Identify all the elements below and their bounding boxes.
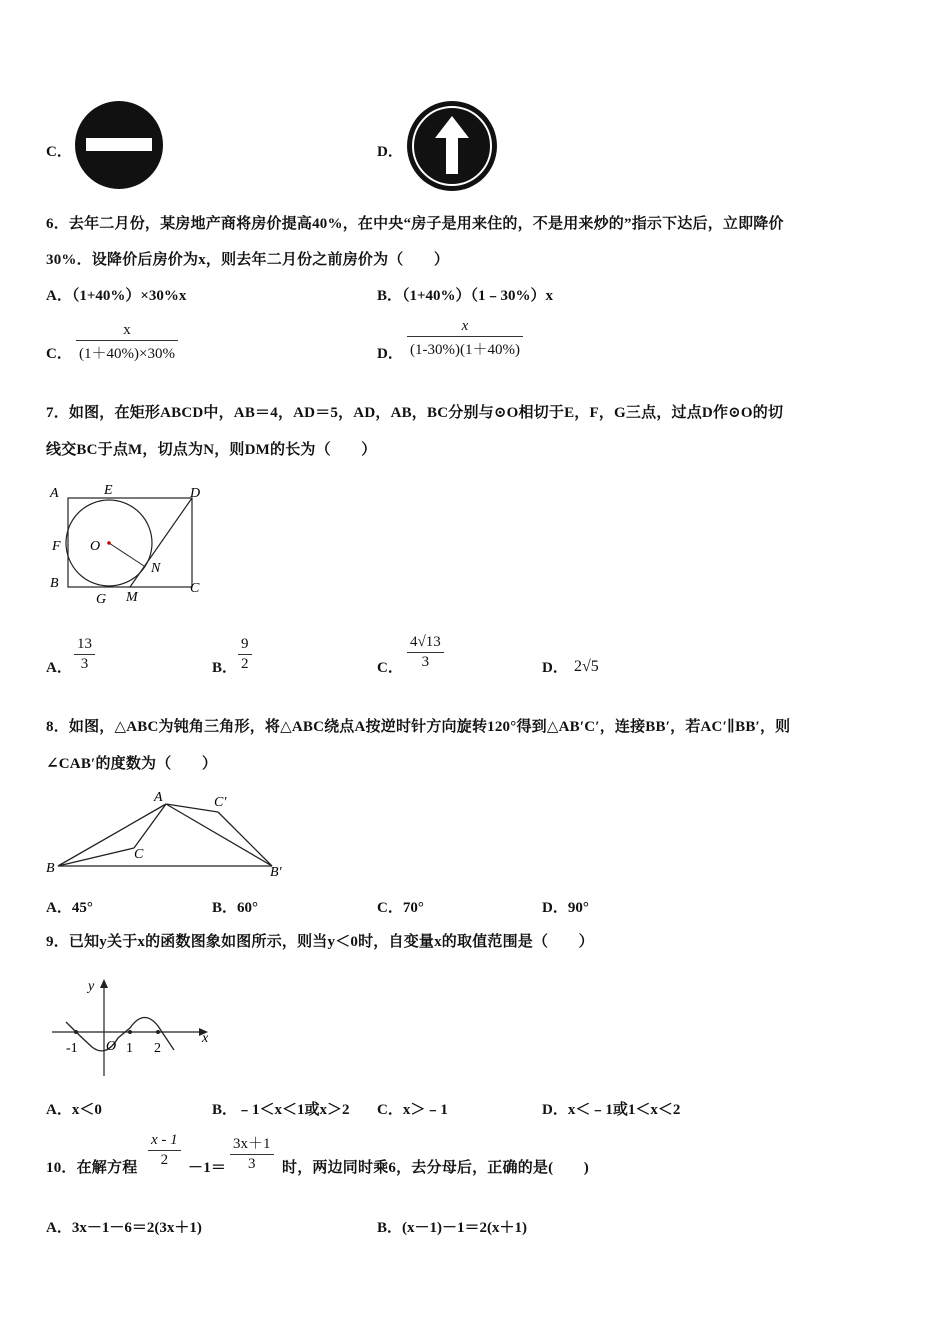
q9-option-a: A．x＜0 — [46, 1102, 102, 1118]
q10-fraction-right-denominator: 3 — [248, 1156, 256, 1172]
q8-triangle-rotation-figure — [44, 786, 294, 882]
q7-option-d-value: 2√5 — [574, 658, 599, 675]
q9-option-d: D．x＜﹣1或1＜x＜2 — [542, 1102, 681, 1118]
label-d: D — [190, 486, 201, 501]
q7-option-a-denominator: 3 — [80, 656, 89, 672]
label-n: N — [151, 561, 161, 576]
q8-stem-line1: 8．如图，△ABC为钝角三角形，将△ABC绕点A按逆时针方向旋转120°得到△AB′C′，连接BB′，若AC′∥BB′，则 — [46, 719, 791, 735]
label-m: M — [126, 590, 138, 605]
label-c-prime: C′ — [214, 795, 227, 810]
label-origin: O — [106, 1039, 117, 1054]
q8-stem-line2: ∠CAB′的度数为（ ） — [46, 756, 218, 772]
q10-fraction-left — [148, 1132, 181, 1169]
q10-fraction-left-numerator: x - 1 — [151, 1132, 178, 1148]
q9-stem-line1: 9．已知y关于x的函数图象如图所示，则当y＜0时，自变量x的取值范围是（ ） — [46, 934, 594, 950]
q6-option-b: B．（1+40%）（1﹣30%）x — [377, 288, 554, 304]
q9-function-graph-figure — [48, 972, 218, 1080]
q7-stem-line1: 7．如图，在矩形ABCD中，AB＝4，AD＝5，AD，AB，BC分别与⊙O相切于E，F，G三点，过点D作⊙O的切 — [46, 405, 784, 421]
q7-rectangle-circle-figure — [44, 480, 214, 610]
q7-option-b-label: B． — [212, 660, 238, 676]
tangent-line-dm — [130, 498, 192, 587]
q10-fraction-right — [230, 1132, 274, 1173]
q7-option-c-numerator: 4√13 — [410, 634, 441, 650]
label-g: G — [96, 592, 107, 607]
label-a: A — [154, 790, 163, 805]
q6-option-c-label: C． — [46, 346, 72, 362]
radius-on — [109, 543, 144, 566]
q9-option-b: B．﹣1＜x＜1或x＞2 — [212, 1102, 350, 1118]
q10-option-b: B．(x－1)－1＝2(x＋1) — [377, 1220, 527, 1236]
q7-option-a-numerator: 13 — [77, 636, 92, 652]
q6-option-d-numerator: x — [461, 318, 469, 334]
q8-option-c: C．70° — [377, 900, 424, 916]
label-x: x — [202, 1031, 209, 1046]
label-b: B — [46, 861, 55, 876]
q10-stem-suffix: 时，两边同时乘6，去分母后，正确的是( ) — [282, 1160, 589, 1176]
q9-option-c: C．x＞﹣1 — [377, 1102, 448, 1118]
q7-option-d-label: D． — [542, 660, 568, 676]
label-f: F — [52, 539, 61, 554]
no-entry-sign-icon — [72, 100, 168, 190]
q8-option-d: D．90° — [542, 900, 589, 916]
q10-stem-prefix: 10．在解方程 — [46, 1160, 138, 1176]
q6-option-a: A．（1+40%）×30%x — [46, 288, 187, 304]
q10-option-a: A．3x－1－6＝2(3x＋1) — [46, 1220, 202, 1236]
label-b: B — [50, 576, 59, 591]
label-one: 1 — [126, 1041, 133, 1056]
label-c: C — [190, 581, 200, 596]
rect-abcd — [68, 498, 192, 587]
q6-option-c-numerator: x — [123, 322, 131, 338]
q6-option-c-denominator: (1＋40%)×30% — [79, 346, 175, 362]
label-e: E — [104, 483, 113, 498]
q7-option-c-fraction — [407, 634, 444, 671]
q6-option-d-label: D． — [377, 346, 403, 362]
q7-option-c-label: C． — [377, 660, 403, 676]
label-o: O — [90, 539, 101, 554]
label-two: 2 — [154, 1041, 161, 1056]
q6-option-c-fraction — [76, 322, 178, 363]
label-c: C — [134, 847, 144, 862]
straight-ahead-sign-icon — [405, 100, 499, 192]
q6-option-d-denominator: (1-30%)(1＋40%) — [410, 342, 520, 358]
q7-option-b-denominator: 2 — [241, 656, 249, 672]
q10-fraction-left-denominator: 2 — [160, 1152, 169, 1168]
q5-option-d-label: D． — [377, 144, 403, 160]
q6-stem-line2: 30%．设降价后房价为x，则去年二月份之前房价为（ ） — [46, 252, 450, 268]
q8-option-b: B．60° — [212, 900, 259, 916]
label-a: A — [50, 486, 59, 501]
q10-fraction-right-numerator: 3x＋1 — [233, 1136, 271, 1152]
q6-stem-line1: 6．去年二月份，某房地产商将房价提高40%，在中央“房子是用来住的，不是用来炒的”指示下达后，立即降价 — [46, 216, 784, 232]
q6-option-d-fraction — [407, 318, 523, 359]
label-minus-one: -1 — [66, 1041, 78, 1056]
q7-option-a-label: A． — [46, 660, 72, 676]
label-b-prime: B′ — [270, 865, 282, 880]
q7-option-c-denominator: 3 — [421, 654, 430, 670]
q7-option-b-fraction — [238, 636, 252, 673]
q7-option-b-numerator: 9 — [241, 636, 249, 652]
q5-option-c-label: C． — [46, 144, 72, 160]
q10-stem-middle: －1＝ — [188, 1160, 227, 1176]
q8-option-a: A．45° — [46, 900, 93, 916]
label-y: y — [88, 979, 95, 994]
q7-option-a-fraction — [74, 636, 95, 673]
center-dot-o — [107, 541, 111, 545]
q7-stem-line2: 线交BC于点M，切点为N，则DM的长为（ ） — [46, 442, 377, 458]
